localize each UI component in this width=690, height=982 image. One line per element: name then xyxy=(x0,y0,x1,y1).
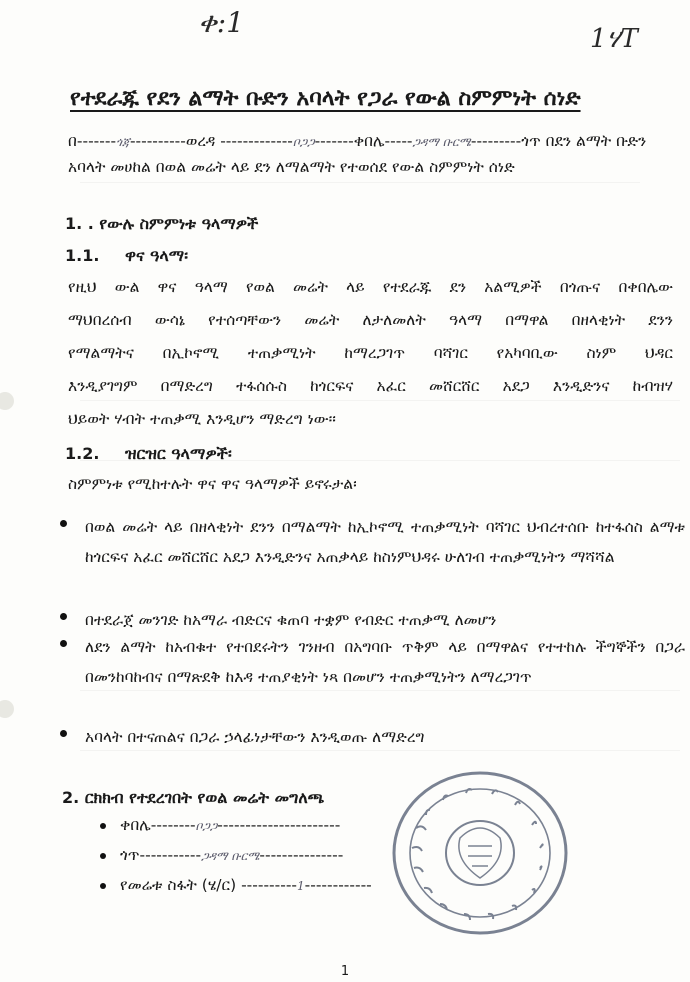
punch-hole xyxy=(0,392,14,410)
handwritten-value: ጋዳማ ቡርሜ xyxy=(201,849,260,863)
bullet-icon xyxy=(60,640,67,647)
document-title: የተደራጁ የደን ልማት ቡድን አባላት የጋራ የውል ስምምነት ሰነድ xyxy=(70,86,581,111)
objective-text: በወል መሬት ላይ በዘላቂነት ደንን በማልማት ከኢኮኖሚ ተጠቃሚነት ባሻገር ህብረተሰቡ ከተፋሰስ ልማቱ ከጎርፍና አፈር መሸርሸር አደጋ እንዲድንና አጠቃላይ ከስነምህዳሩ ሁለገብ ተጠቃሚነትን ማሻሻል xyxy=(85,518,685,566)
objective-text: በተደራጀ መንገድ ከአማራ ብድርና ቁጠባ ተቋም የብድር ተጠቃሚ ለመሆን xyxy=(85,611,497,629)
bullet-icon xyxy=(60,520,67,527)
land-item-label: የመሬቱ ስፋት (ሄ/ር) xyxy=(120,876,237,894)
subsection-1-2-title: ዝርዝር ዓላማዎች፡ xyxy=(125,444,232,463)
land-item-kebele: ቀበሌ--------ቦጋጋ---------------------- xyxy=(100,816,340,835)
objective-text: አባላት በተናጠልና በጋራ ኃላፊነታቸውን እንዲወጡ ለማድረግ xyxy=(85,728,425,746)
handwritten-value: ቦጋጋ xyxy=(195,819,218,833)
bullet-icon xyxy=(100,853,106,859)
subsection-1-2-intro: ስምምነቱ የሚከተሉት ዋና ዋና ዓላማዎች ይኖሩታል፡ xyxy=(68,475,357,493)
label-kebele: ቀበሌ xyxy=(353,132,385,150)
objective-text: ለደን ልማት ከአብቁተ የተበደሩትን ገንዘብ በአግባቡ ጥቅም ላይ በማዋልና የተተከሉ ችግኞችን በጋራ በመንከባከብና በማጽደቅ ከእዳ ተጠያቂነት ነጻ በመሆን ተጠቃሚነትን ለማረጋገጥ xyxy=(85,638,685,686)
paragraph-line: እንዲያገግም በማድረግ ተፋሰሱስ ከጎርፍና አፈር መሸርሸር አደጋ እንዲድንና ከብዝሃ xyxy=(68,377,673,395)
intro-prefix: በ xyxy=(68,132,77,150)
paragraph-line: የማልማትና በኢኮኖሚ ተጠቃሚነት ከማረጋገጥ ባሻገር የአካባቢው ስነም ህዳር xyxy=(68,344,673,362)
bullet-icon xyxy=(60,730,67,737)
label-woreda: ወረዳ xyxy=(185,132,216,150)
land-item-label: ቀበሌ xyxy=(120,816,151,834)
paragraph-line: ማህበረሰብ ውሳኔ የተሰጣቸውን መሬት ለታለመለት ዓላማ በማዋል በዘላቂነት ደንን xyxy=(68,311,673,329)
label-got: ጎጥ በደን ልማት ቡድን xyxy=(521,132,647,150)
paragraph-line: የዚህ ውል ዋና ዓላማ የወል መሬት ላይ የተደራጁ ደን አልሚዎች በጎጡና በቀበሌው xyxy=(68,278,673,296)
paragraph-line: ህይወት ሃብት ተጠቃሚ እንዲሆን ማድረግ ነው፡፡ xyxy=(68,410,336,428)
official-stamp xyxy=(388,768,573,938)
handwritten-value: 1 xyxy=(297,879,305,893)
section-2-heading: 2. ርክክብ የተደረገበት የወል መሬት መግለጫ xyxy=(62,788,325,807)
handwritten-doc-number: 1ሃT xyxy=(590,24,638,54)
section-1-heading: 1. . የውሉ ስምምነቱ ዓላማዎች xyxy=(65,214,259,233)
subsection-1-2-heading xyxy=(65,444,232,464)
land-item-label: ጎጥ xyxy=(120,846,140,864)
bullet-icon xyxy=(100,823,106,829)
intro-line-1: በ-------ጎጃ----------ወረዳ -------------ቦጋጋ-------ቀበሌ-----ጋዳማ ቡርሜ---------ጎጥ በደን ልማት ቡድን xyxy=(68,132,647,150)
page-number: 1 xyxy=(340,964,350,979)
land-item-got: ጎጥ-----------ጋዳማ ቡርሜ--------------- xyxy=(100,846,343,865)
subsection-1-1-title: ዋና ዓላማ፡ xyxy=(125,246,188,265)
intro-line-2: አባላት መሀከል በወል መሬት ላይ ደን ለማልማት የተወሰደ የውል ስምምነት ሰነድ xyxy=(68,158,515,176)
subsection-1-1-number: 1.1. xyxy=(65,246,100,265)
subsection-1-2-number: 1.2. xyxy=(65,444,100,463)
bullet-icon xyxy=(60,613,67,620)
land-item-area: የመሬቱ ስፋት (ሄ/ር) ----------1------------ xyxy=(100,876,372,895)
bullet-icon xyxy=(100,883,106,889)
handwritten-kebele: ቦጋጋ xyxy=(292,135,315,149)
handwritten-got: ጋዳማ ቡርሜ xyxy=(412,135,471,149)
punch-hole xyxy=(0,700,14,718)
handwritten-woreda: ጎጃ xyxy=(116,135,130,149)
subsection-1-1-heading xyxy=(65,246,188,266)
handwritten-page-ref: ቀ:1 xyxy=(198,6,245,39)
